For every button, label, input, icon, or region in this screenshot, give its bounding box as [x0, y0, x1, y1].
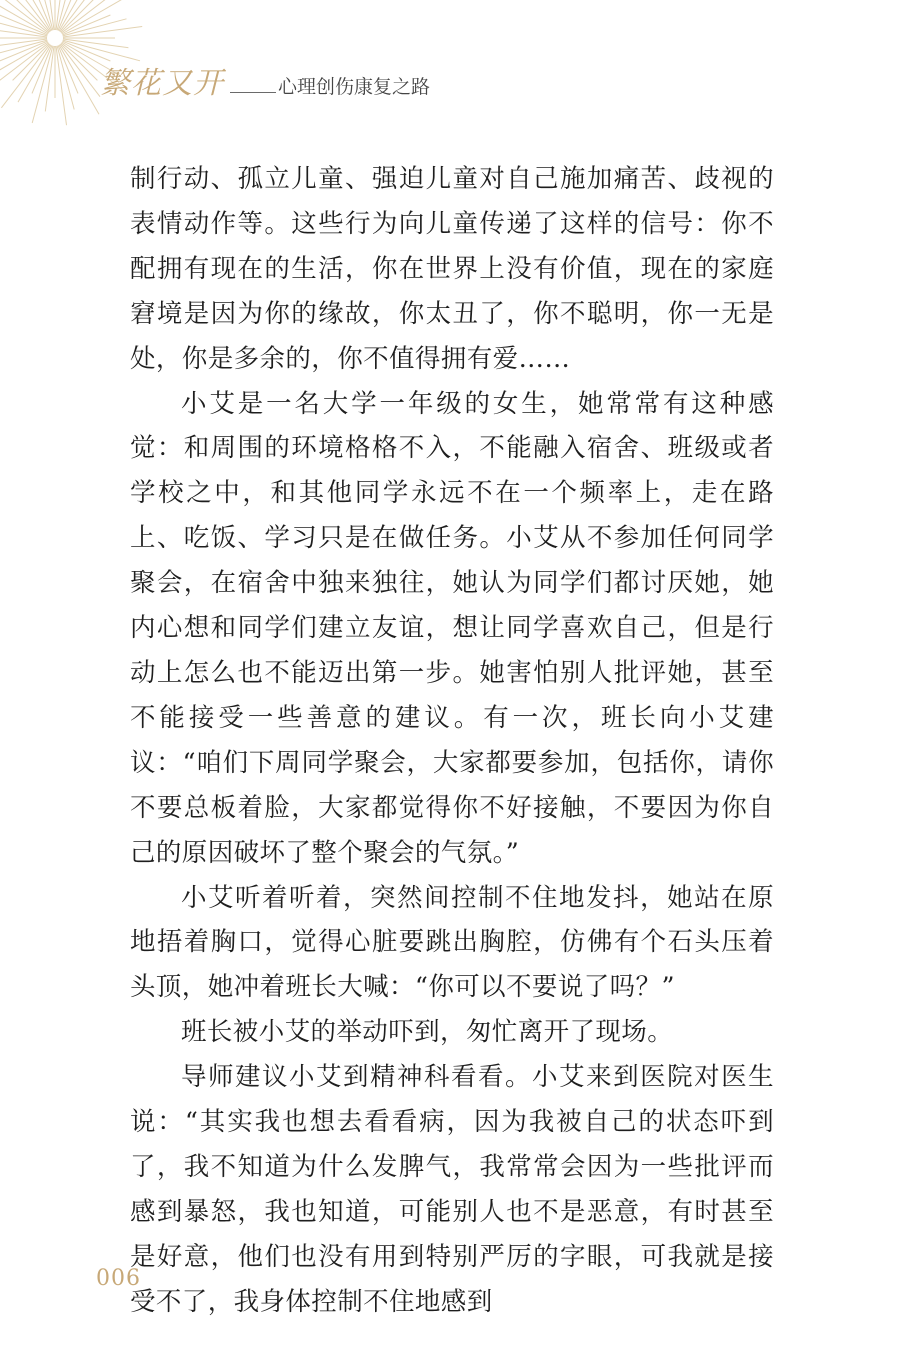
burst-ray	[1, 44, 50, 108]
paragraph: 班长被小艾的举动吓到，匆忙离开了现场。	[181, 1017, 674, 1048]
burst-ray	[13, 44, 50, 81]
burst-ray	[63, 39, 128, 48]
burst-ray	[0, 1, 48, 34]
burst-ray	[45, 46, 54, 112]
paragraph: 小艾听着听着，突然间控制不住地发抖，她站在原地捂着胸口，觉得心脏要跳出胸腔，仿佛有个石头压着头顶，她冲着班长大喊：“你可以不要说了吗？”	[130, 882, 774, 1003]
burst-ray	[0, 40, 47, 57]
paragraph-continuation: 制行动、孤立儿童、强迫儿童对自己施加痛苦、歧视的表情动作等。这些行为向儿童传递了这样的信号：你不配拥有现在的生活，你在世界上没有价值，现在的家庭窘境是因为你的缘故，你太丑了，你不聪明，你一无是处，你是多余的，你不值得拥有爱……	[130, 164, 774, 374]
burst-ray	[63, 27, 142, 38]
header-dash	[230, 92, 276, 93]
burst-ray	[56, 46, 67, 125]
running-header	[100, 58, 430, 102]
burst-ray	[61, 44, 98, 81]
burst-ray	[0, 43, 49, 83]
burst-ray	[59, 45, 99, 114]
paragraph: 小艾是一名大学一年级的女生，她常常有这种感觉：和周围的环境格格不入，不能融入宿舍、班级或者学校之中，和其他同学永远不在一个频率上，走在路上、吃饭、学习只是在做任务。小艾从不参加任何同学聚会，在宿舍中独来独往，她认为同学们都讨厌她，她内心想和同学们建立友谊，想让同学喜欢自己，但是行动上怎么也不能迈出第一步。她害怕别人批评她，甚至不能接受一些善意的建议。有一次，班长向小艾建议：“咱们下周同学聚会，大家都要参加，包括你，请你不要总板着脸，大家都觉得你不好接触，不要因为你自己的原因破坏了整个聚会的气氛。”	[130, 388, 774, 868]
header-subtitle: 心理创伤康复之路	[278, 76, 431, 98]
page-number: 006	[96, 1266, 141, 1291]
body-text	[130, 157, 774, 1325]
header-title: 繁花又开	[100, 66, 224, 101]
paragraph: 导师建议小艾到精神科看看。小艾来到医院对医生说：“其实我也想去看看病，因为我被自己的状态吓到了，我不知道为什么发脾气，我常常会因为一些批评而感到暴怒，我也知道，可能别人也不是恶意，有时甚至是好意，他们也没有用到特别严厉的字眼，可我就是接受不了，我身体控制不住地感到	[130, 1062, 774, 1317]
